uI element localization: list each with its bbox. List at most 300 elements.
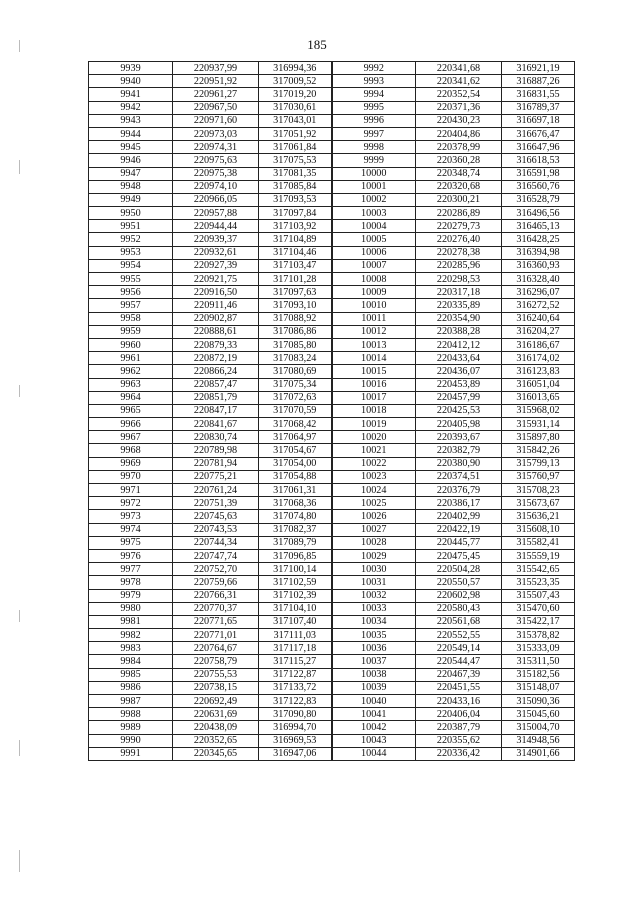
table-row [89,62,575,75]
table-cell-point-number: 10009 [332,286,416,299]
table-cell-point-number: 9982 [89,629,173,642]
table-cell-point-number: 9975 [89,536,173,549]
table-cell-coordinate-x: 220320,68 [416,180,502,193]
table-cell-coordinate-x: 220771,01 [173,629,259,642]
table-cell-coordinate-y: 316921,19 [502,62,575,75]
table-cell-point-number: 9946 [89,154,173,167]
table-cell-point-number: 10037 [332,655,416,668]
table-cell-point-number: 10007 [332,259,416,272]
table-cell-coordinate-y: 316174,02 [502,352,575,365]
table-cell-coordinate-y: 315608,10 [502,523,575,536]
table-cell-coordinate-x: 220830,74 [173,431,259,444]
table-cell-coordinate-x: 220393,67 [416,431,502,444]
table-cell-coordinate-x: 220504,28 [416,563,502,576]
table-row [89,747,575,760]
table-cell-coordinate-y: 315582,41 [502,536,575,549]
table-cell-coordinate-x: 220352,65 [173,734,259,747]
scan-margin-mark [19,610,20,622]
table-cell-coordinate-y: 317086,86 [259,325,332,338]
table-row [89,114,575,127]
table-cell-coordinate-y: 316618,53 [502,154,575,167]
table-cell-coordinate-x: 220279,73 [416,220,502,233]
table-cell-coordinate-x: 220775,21 [173,470,259,483]
table-cell-coordinate-y: 315507,43 [502,589,575,602]
table-cell-coordinate-y: 317043,01 [259,114,332,127]
table-cell-coordinate-y: 317133,72 [259,681,332,694]
table-cell-point-number: 10018 [332,404,416,417]
table-cell-point-number: 9941 [89,88,173,101]
table-cell-coordinate-y: 317111,03 [259,629,332,642]
table-cell-point-number: 9995 [332,101,416,114]
table-row [89,721,575,734]
table-cell-point-number: 10016 [332,378,416,391]
table-cell-coordinate-x: 220759,66 [173,576,259,589]
table-cell-coordinate-x: 220866,24 [173,365,259,378]
table-cell-coordinate-y: 316560,76 [502,180,575,193]
table-cell-point-number: 9942 [89,101,173,114]
table-cell-coordinate-y: 317081,35 [259,167,332,180]
table-cell-coordinate-x: 220974,31 [173,141,259,154]
table-cell-coordinate-y: 316831,55 [502,88,575,101]
table-cell-coordinate-y: 316465,13 [502,220,575,233]
table-cell-coordinate-x: 220335,89 [416,299,502,312]
table-cell-coordinate-y: 317068,42 [259,418,332,431]
table-row [89,668,575,681]
table-cell-coordinate-x: 220975,63 [173,154,259,167]
table-cell-coordinate-x: 220378,99 [416,141,502,154]
table-cell-coordinate-x: 220422,19 [416,523,502,536]
table-cell-point-number: 9940 [89,75,173,88]
table-row [89,523,575,536]
table-cell-point-number: 10005 [332,233,416,246]
table-cell-point-number: 9986 [89,681,173,694]
table-row [89,536,575,549]
table-cell-coordinate-y: 315559,19 [502,549,575,562]
table-cell-coordinate-y: 317061,84 [259,141,332,154]
table-cell-coordinate-x: 220932,61 [173,246,259,259]
table-cell-coordinate-x: 220453,89 [416,378,502,391]
table-cell-point-number: 9948 [89,180,173,193]
table-row [89,352,575,365]
table-cell-coordinate-x: 220278,38 [416,246,502,259]
table-cell-point-number: 9969 [89,457,173,470]
table-cell-coordinate-y: 315708,23 [502,484,575,497]
table-cell-point-number: 9980 [89,602,173,615]
table-cell-point-number: 9963 [89,378,173,391]
table-cell-coordinate-x: 220348,74 [416,167,502,180]
table-cell-point-number: 9955 [89,273,173,286]
table-cell-point-number: 10028 [332,536,416,549]
table-cell-coordinate-y: 317054,88 [259,470,332,483]
table-cell-coordinate-y: 317102,59 [259,576,332,589]
table-cell-point-number: 9978 [89,576,173,589]
table-cell-coordinate-x: 220743,53 [173,523,259,536]
table-cell-coordinate-y: 316789,37 [502,101,575,114]
table-cell-point-number: 10004 [332,220,416,233]
table-cell-point-number: 10036 [332,642,416,655]
table-row [89,286,575,299]
table-cell-point-number: 9989 [89,721,173,734]
table-cell-coordinate-x: 220433,64 [416,352,502,365]
table-row [89,589,575,602]
table-cell-point-number: 9977 [89,563,173,576]
table-cell-coordinate-y: 317089,79 [259,536,332,549]
table-cell-coordinate-x: 220552,55 [416,629,502,642]
table-cell-coordinate-y: 317080,69 [259,365,332,378]
table-cell-coordinate-y: 315311,50 [502,655,575,668]
table-row [89,444,575,457]
table-cell-coordinate-y: 316676,47 [502,127,575,140]
table-cell-coordinate-y: 316496,56 [502,207,575,220]
table-cell-coordinate-x: 220580,43 [416,602,502,615]
table-row [89,273,575,286]
table-cell-coordinate-y: 315004,70 [502,721,575,734]
table-cell-coordinate-y: 315968,02 [502,404,575,417]
table-cell-coordinate-y: 317085,80 [259,338,332,351]
table-cell-coordinate-y: 317082,37 [259,523,332,536]
table-row [89,457,575,470]
table-cell-coordinate-x: 220766,31 [173,589,259,602]
table-cell-coordinate-y: 316591,98 [502,167,575,180]
table-cell-coordinate-y: 317075,53 [259,154,332,167]
table-cell-coordinate-y: 316428,25 [502,233,575,246]
table-cell-point-number: 10019 [332,418,416,431]
table-cell-coordinate-y: 315148,07 [502,681,575,694]
table-cell-coordinate-x: 220549,14 [416,642,502,655]
table-cell-coordinate-y: 316240,64 [502,312,575,325]
table-cell-coordinate-y: 317070,59 [259,404,332,417]
table-row [89,259,575,272]
table-row [89,431,575,444]
table-cell-point-number: 10012 [332,325,416,338]
table-row [89,576,575,589]
table-cell-point-number: 10023 [332,470,416,483]
table-cell-coordinate-x: 220758,79 [173,655,259,668]
table-cell-coordinate-x: 220382,79 [416,444,502,457]
table-cell-coordinate-x: 220602,98 [416,589,502,602]
table-cell-coordinate-y: 317100,14 [259,563,332,576]
table-row [89,681,575,694]
table-cell-coordinate-x: 220405,98 [416,418,502,431]
table-cell-coordinate-x: 220939,37 [173,233,259,246]
table-cell-coordinate-y: 317093,53 [259,193,332,206]
table-cell-coordinate-x: 220286,89 [416,207,502,220]
table-cell-coordinate-y: 316051,04 [502,378,575,391]
table-cell-point-number: 9961 [89,352,173,365]
table-cell-coordinate-x: 220747,74 [173,549,259,562]
table-cell-point-number: 9965 [89,404,173,417]
table-row [89,629,575,642]
table-cell-coordinate-y: 316994,70 [259,721,332,734]
table-cell-point-number: 10024 [332,484,416,497]
table-cell-point-number: 10022 [332,457,416,470]
table-cell-coordinate-y: 314948,56 [502,734,575,747]
table-cell-point-number: 9944 [89,127,173,140]
table-cell-coordinate-x: 220911,46 [173,299,259,312]
table-cell-coordinate-x: 220973,03 [173,127,259,140]
table-cell-point-number: 10031 [332,576,416,589]
table-row [89,365,575,378]
page-number: 185 [307,37,327,52]
table-cell-coordinate-x: 220467,39 [416,668,502,681]
table-cell-coordinate-y: 317075,34 [259,378,332,391]
table-row [89,220,575,233]
table-cell-point-number: 9962 [89,365,173,378]
table-cell-point-number: 10029 [332,549,416,562]
table-cell-point-number: 10006 [332,246,416,259]
table-cell-coordinate-x: 220957,88 [173,207,259,220]
table-row [89,695,575,708]
table-row [89,193,575,206]
table-cell-coordinate-y: 315523,35 [502,576,575,589]
table-cell-point-number: 9976 [89,549,173,562]
table-cell-coordinate-x: 220961,27 [173,88,259,101]
table-row [89,484,575,497]
table-cell-coordinate-x: 220276,40 [416,233,502,246]
table-cell-coordinate-y: 317104,46 [259,246,332,259]
table-cell-coordinate-x: 220425,53 [416,404,502,417]
coordinates-table [88,61,575,761]
table-cell-coordinate-x: 220755,53 [173,668,259,681]
table-cell-coordinate-x: 220430,23 [416,114,502,127]
table-row [89,167,575,180]
table-cell-coordinate-x: 220341,62 [416,75,502,88]
table-cell-coordinate-x: 220371,36 [416,101,502,114]
table-cell-point-number: 10035 [332,629,416,642]
table-cell-coordinate-x: 220436,07 [416,365,502,378]
table-cell-coordinate-x: 220404,86 [416,127,502,140]
table-cell-coordinate-x: 220879,33 [173,338,259,351]
table-row [89,708,575,721]
table-cell-point-number: 10017 [332,391,416,404]
table-cell-coordinate-x: 220857,47 [173,378,259,391]
table-cell-coordinate-y: 316647,96 [502,141,575,154]
table-cell-point-number: 9992 [332,62,416,75]
table-row [89,510,575,523]
table-cell-coordinate-y: 317093,10 [259,299,332,312]
table-cell-coordinate-y: 317051,92 [259,127,332,140]
table-cell-coordinate-y: 317054,67 [259,444,332,457]
table-cell-coordinate-y: 316697,18 [502,114,575,127]
table-cell-point-number: 9998 [332,141,416,154]
table-cell-coordinate-y: 317019,20 [259,88,332,101]
scan-margin-mark [19,385,20,397]
table-cell-coordinate-y: 317101,28 [259,273,332,286]
table-cell-point-number: 9952 [89,233,173,246]
table-cell-coordinate-y: 317097,63 [259,286,332,299]
table-cell-point-number: 9957 [89,299,173,312]
table-cell-coordinate-y: 317117,18 [259,642,332,655]
table-cell-point-number: 10042 [332,721,416,734]
table-cell-coordinate-y: 317064,97 [259,431,332,444]
table-cell-coordinate-x: 220406,04 [416,708,502,721]
table-cell-point-number: 10014 [332,352,416,365]
table-cell-point-number: 9967 [89,431,173,444]
table-cell-point-number: 9984 [89,655,173,668]
table-cell-point-number: 10044 [332,747,416,760]
table-cell-coordinate-x: 220974,10 [173,180,259,193]
table-cell-coordinate-y: 317103,47 [259,259,332,272]
table-cell-coordinate-x: 220738,15 [173,681,259,694]
table-cell-point-number: 9999 [332,154,416,167]
table-row [89,75,575,88]
table-cell-coordinate-y: 316296,07 [502,286,575,299]
table-cell-point-number: 10003 [332,207,416,220]
table-cell-point-number: 10034 [332,615,416,628]
table-cell-coordinate-y: 317054,00 [259,457,332,470]
table-cell-point-number: 10025 [332,497,416,510]
scan-margin-mark [19,40,20,52]
table-cell-coordinate-y: 316969,53 [259,734,332,747]
table-cell-coordinate-y: 315636,21 [502,510,575,523]
table-cell-coordinate-y: 315470,60 [502,602,575,615]
table-cell-point-number: 9960 [89,338,173,351]
table-cell-coordinate-x: 220445,77 [416,536,502,549]
table-row [89,338,575,351]
table-cell-coordinate-y: 317096,85 [259,549,332,562]
table-cell-point-number: 9947 [89,167,173,180]
table-cell-coordinate-x: 220789,98 [173,444,259,457]
table-cell-point-number: 9974 [89,523,173,536]
table-cell-coordinate-x: 220752,70 [173,563,259,576]
table-cell-coordinate-x: 220975,38 [173,167,259,180]
table-cell-coordinate-y: 315673,67 [502,497,575,510]
table-cell-coordinate-y: 317115,27 [259,655,332,668]
table-cell-coordinate-x: 220872,19 [173,352,259,365]
table-cell-coordinate-y: 317103,92 [259,220,332,233]
table-cell-coordinate-x: 220888,61 [173,325,259,338]
table-cell-coordinate-x: 220745,63 [173,510,259,523]
table-row [89,655,575,668]
table-cell-point-number: 10040 [332,695,416,708]
table-row [89,101,575,114]
table-cell-coordinate-y: 316360,93 [502,259,575,272]
table-cell-coordinate-y: 317107,40 [259,615,332,628]
table-cell-point-number: 9958 [89,312,173,325]
table-cell-coordinate-x: 220937,99 [173,62,259,75]
table-cell-point-number: 9943 [89,114,173,127]
table-cell-point-number: 9951 [89,220,173,233]
table-row [89,299,575,312]
table-cell-coordinate-x: 220927,39 [173,259,259,272]
table-cell-coordinate-y: 317090,80 [259,708,332,721]
table-cell-coordinate-y: 314901,66 [502,747,575,760]
table-cell-point-number: 9981 [89,615,173,628]
table-cell-coordinate-x: 220967,50 [173,101,259,114]
table-cell-coordinate-y: 317085,84 [259,180,332,193]
table-cell-coordinate-y: 316994,36 [259,62,332,75]
table-cell-coordinate-x: 220971,60 [173,114,259,127]
table-cell-point-number: 10002 [332,193,416,206]
table-cell-coordinate-x: 220285,96 [416,259,502,272]
table-cell-coordinate-x: 220298,53 [416,273,502,286]
table-cell-coordinate-y: 317074,80 [259,510,332,523]
table-cell-point-number: 10020 [332,431,416,444]
table-cell-coordinate-x: 220692,49 [173,695,259,708]
table-cell-coordinate-x: 220438,09 [173,721,259,734]
table-cell-coordinate-y: 316204,27 [502,325,575,338]
table-cell-point-number: 9994 [332,88,416,101]
table-row [89,418,575,431]
table-cell-coordinate-x: 220851,79 [173,391,259,404]
table-cell-coordinate-y: 315045,60 [502,708,575,721]
table-cell-point-number: 9956 [89,286,173,299]
table-cell-point-number: 10033 [332,602,416,615]
table-cell-point-number: 9966 [89,418,173,431]
table-cell-coordinate-y: 317102,39 [259,589,332,602]
table-cell-coordinate-x: 220457,99 [416,391,502,404]
table-cell-coordinate-y: 317104,89 [259,233,332,246]
table-cell-point-number: 9949 [89,193,173,206]
table-cell-point-number: 9990 [89,734,173,747]
table-cell-coordinate-y: 316528,79 [502,193,575,206]
table-cell-point-number: 10021 [332,444,416,457]
table-row [89,233,575,246]
table-cell-coordinate-y: 316947,06 [259,747,332,760]
table-cell-point-number: 9939 [89,62,173,75]
table-cell-coordinate-x: 220951,92 [173,75,259,88]
table-cell-coordinate-x: 220300,21 [416,193,502,206]
table-cell-coordinate-x: 220376,79 [416,484,502,497]
table-cell-coordinate-x: 220966,05 [173,193,259,206]
table-cell-coordinate-y: 316186,67 [502,338,575,351]
table-cell-coordinate-x: 220345,65 [173,747,259,760]
table-cell-coordinate-x: 220944,44 [173,220,259,233]
table-cell-coordinate-x: 220341,68 [416,62,502,75]
table-cell-point-number: 9988 [89,708,173,721]
table-cell-coordinate-x: 220550,57 [416,576,502,589]
table-cell-point-number: 9996 [332,114,416,127]
table-cell-point-number: 10041 [332,708,416,721]
table-cell-coordinate-x: 220544,47 [416,655,502,668]
table-row [89,312,575,325]
table-cell-coordinate-y: 317009,52 [259,75,332,88]
table-cell-coordinate-y: 315760,97 [502,470,575,483]
scan-margin-mark [19,740,20,756]
table-row [89,325,575,338]
table-cell-point-number: 10032 [332,589,416,602]
table-row [89,246,575,259]
table-cell-coordinate-x: 220317,18 [416,286,502,299]
table-cell-point-number: 10039 [332,681,416,694]
table-cell-point-number: 10026 [332,510,416,523]
table-cell-coordinate-x: 220781,94 [173,457,259,470]
table-cell-coordinate-x: 220386,17 [416,497,502,510]
table-cell-coordinate-y: 315842,26 [502,444,575,457]
table-cell-coordinate-x: 220916,50 [173,286,259,299]
table-cell-point-number: 10010 [332,299,416,312]
table-cell-point-number: 9983 [89,642,173,655]
table-cell-point-number: 9968 [89,444,173,457]
table-row [89,391,575,404]
table-row [89,563,575,576]
table-cell-point-number: 9953 [89,246,173,259]
table-cell-coordinate-y: 317104,10 [259,602,332,615]
table-cell-point-number: 10030 [332,563,416,576]
table-cell-coordinate-y: 317083,24 [259,352,332,365]
table-cell-coordinate-y: 315182,56 [502,668,575,681]
table-cell-point-number: 9945 [89,141,173,154]
table-cell-point-number: 10001 [332,180,416,193]
table-cell-coordinate-y: 317097,84 [259,207,332,220]
table-cell-coordinate-x: 220412,12 [416,338,502,351]
table-cell-coordinate-y: 315542,65 [502,563,575,576]
table-cell-point-number: 9973 [89,510,173,523]
table-cell-coordinate-y: 315090,36 [502,695,575,708]
table-row [89,127,575,140]
table-row [89,615,575,628]
table-cell-coordinate-x: 220475,45 [416,549,502,562]
